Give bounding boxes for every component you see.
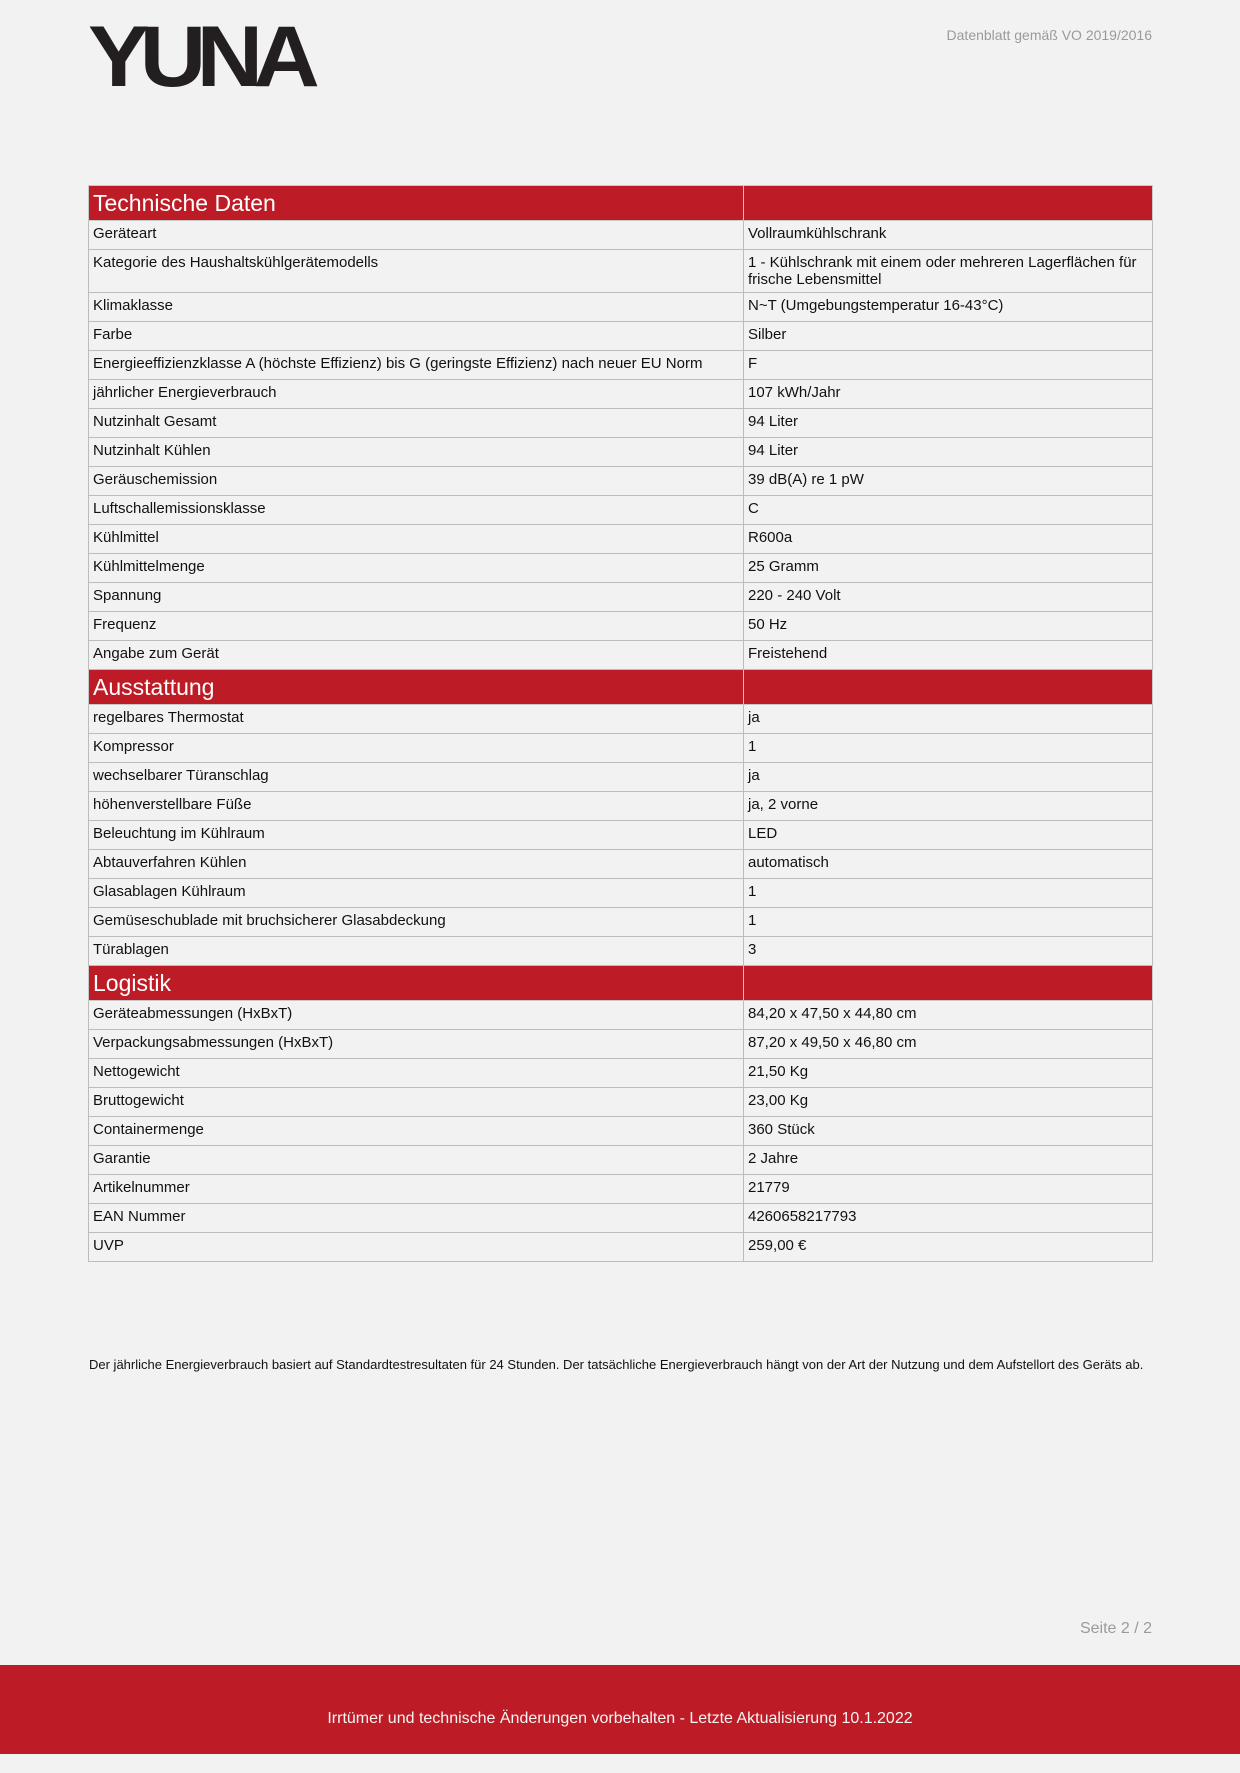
spec-value: 39 dB(A) re 1 pW xyxy=(744,467,1153,496)
spec-value: 4260658217793 xyxy=(744,1204,1153,1233)
table-row xyxy=(89,467,1153,496)
spec-value: 2 Jahre xyxy=(744,1146,1153,1175)
table-row xyxy=(89,583,1153,612)
spec-label: EAN Nummer xyxy=(89,1204,744,1233)
spec-value: 21,50 Kg xyxy=(744,1059,1153,1088)
spec-label: Spannung xyxy=(89,583,744,612)
spec-label: Kompressor xyxy=(89,734,744,763)
section-title-spacer xyxy=(744,966,1153,1001)
spec-label: Geräuschemission xyxy=(89,467,744,496)
spec-value: Freistehend xyxy=(744,641,1153,670)
spec-label: UVP xyxy=(89,1233,744,1262)
spec-value: 1 xyxy=(744,734,1153,763)
section-title: Ausstattung xyxy=(89,670,744,705)
spec-value: ja, 2 vorne xyxy=(744,792,1153,821)
spec-value: ja xyxy=(744,705,1153,734)
spec-label: Bruttogewicht xyxy=(89,1088,744,1117)
spec-value: N~T (Umgebungstemperatur 16-43°C) xyxy=(744,293,1153,322)
table-row xyxy=(89,322,1153,351)
table-row xyxy=(89,1233,1153,1262)
footer-text: Irrtümer und technische Änderungen vorbehalten - Letzte Aktualisierung 10.1.2022 xyxy=(327,1710,913,1727)
spec-label: Nettogewicht xyxy=(89,1059,744,1088)
table-row xyxy=(89,1175,1153,1204)
spec-label: Gemüseschublade mit bruchsicherer Glasabdeckung xyxy=(89,908,744,937)
spec-label: Beleuchtung im Kühlraum xyxy=(89,821,744,850)
spec-label: Garantie xyxy=(89,1146,744,1175)
spec-label: jährlicher Energieverbrauch xyxy=(89,380,744,409)
spec-value: 94 Liter xyxy=(744,438,1153,467)
spec-value: 94 Liter xyxy=(744,409,1153,438)
spec-value: 3 xyxy=(744,937,1153,966)
spec-value: 50 Hz xyxy=(744,612,1153,641)
spec-value: 87,20 x 49,50 x 46,80 cm xyxy=(744,1030,1153,1059)
table-row xyxy=(89,1088,1153,1117)
table-row xyxy=(89,1001,1153,1030)
section-title-spacer xyxy=(744,670,1153,705)
section-title-spacer xyxy=(744,186,1153,221)
spec-value: 23,00 Kg xyxy=(744,1088,1153,1117)
spec-value: C xyxy=(744,496,1153,525)
spec-label: Geräteart xyxy=(89,221,744,250)
table-row xyxy=(89,1059,1153,1088)
spec-value: 1 - Kühlschrank mit einem oder mehreren Lagerflächen für frische Lebensmittel xyxy=(744,250,1153,293)
table-row xyxy=(89,380,1153,409)
spec-label: Türablagen xyxy=(89,937,744,966)
spec-label: Kategorie des Haushaltskühlgerätemodells xyxy=(89,250,744,293)
table-row xyxy=(89,351,1153,380)
table-row xyxy=(89,1146,1153,1175)
table-row xyxy=(89,438,1153,467)
regulation-note: Datenblatt gemäß VO 2019/2016 xyxy=(946,27,1152,43)
spec-value: R600a xyxy=(744,525,1153,554)
section-header xyxy=(89,186,1153,221)
spec-label: Artikelnummer xyxy=(89,1175,744,1204)
spec-label: Luftschallemissionsklasse xyxy=(89,496,744,525)
table-row xyxy=(89,734,1153,763)
spec-value: 360 Stück xyxy=(744,1117,1153,1146)
spec-label: Angabe zum Gerät xyxy=(89,641,744,670)
section-title: Logistik xyxy=(89,966,744,1001)
table-row xyxy=(89,763,1153,792)
spec-value: F xyxy=(744,351,1153,380)
spec-value: 259,00 € xyxy=(744,1233,1153,1262)
spec-label: Frequenz xyxy=(89,612,744,641)
spec-label: wechselbarer Türanschlag xyxy=(89,763,744,792)
spec-label: Energieeffizienzklasse A (höchste Effizienz) bis G (geringste Effizienz) nach neuer EU Norm xyxy=(89,351,744,380)
page-number: Seite 2 / 2 xyxy=(1079,1620,1152,1637)
spec-label: Klimaklasse xyxy=(89,293,744,322)
spec-value: 25 Gramm xyxy=(744,554,1153,583)
table-row xyxy=(89,293,1153,322)
spec-label: Kühlmittel xyxy=(89,525,744,554)
spec-label: Glasablagen Kühlraum xyxy=(89,879,744,908)
spec-label: Nutzinhalt Gesamt xyxy=(89,409,744,438)
table-row xyxy=(89,409,1153,438)
spec-value: 1 xyxy=(744,908,1153,937)
energy-footnote: Der jährliche Energieverbrauch basiert auf Standardtestresultaten für 24 Stunden. Der tatsächliche Energieverbrauch hängt von der Art der Nutzung und dem Aufstellort des Geräts ab. xyxy=(89,1357,1144,1372)
section-header xyxy=(89,670,1153,705)
section-title: Technische Daten xyxy=(89,186,744,221)
spec-label: Farbe xyxy=(89,322,744,351)
table-row xyxy=(89,908,1153,937)
spec-label: Nutzinhalt Kühlen xyxy=(89,438,744,467)
table-row xyxy=(89,705,1153,734)
table-row xyxy=(89,554,1153,583)
table-row xyxy=(89,641,1153,670)
table-row xyxy=(89,1204,1153,1233)
spec-value: ja xyxy=(744,763,1153,792)
table-row xyxy=(89,250,1153,293)
spec-value: 1 xyxy=(744,879,1153,908)
table-row xyxy=(89,937,1153,966)
spec-value: Vollraumkühlschrank xyxy=(744,221,1153,250)
table-row xyxy=(89,612,1153,641)
table-row xyxy=(89,525,1153,554)
spec-label: Kühlmittelmenge xyxy=(89,554,744,583)
spec-label: Geräteabmessungen (HxBxT) xyxy=(89,1001,744,1030)
table-row xyxy=(89,1030,1153,1059)
spec-label: Verpackungsabmessungen (HxBxT) xyxy=(89,1030,744,1059)
spec-label: Containermenge xyxy=(89,1117,744,1146)
table-row xyxy=(89,821,1153,850)
spec-label: regelbares Thermostat xyxy=(89,705,744,734)
spec-value: 84,20 x 47,50 x 44,80 cm xyxy=(744,1001,1153,1030)
table-row xyxy=(89,496,1153,525)
footer-bar xyxy=(0,1665,1240,1754)
table-row xyxy=(89,1117,1153,1146)
spec-value: 107 kWh/Jahr xyxy=(744,380,1153,409)
table-row xyxy=(89,850,1153,879)
spec-value: 220 - 240 Volt xyxy=(744,583,1153,612)
spec-label: Abtauverfahren Kühlen xyxy=(89,850,744,879)
spec-table xyxy=(88,185,1153,1262)
spec-value: automatisch xyxy=(744,850,1153,879)
table-row xyxy=(89,879,1153,908)
section-header xyxy=(89,966,1153,1001)
spec-label: höhenverstellbare Füße xyxy=(89,792,744,821)
spec-value: Silber xyxy=(744,322,1153,351)
spec-value: 21779 xyxy=(744,1175,1153,1204)
table-row xyxy=(89,792,1153,821)
table-row xyxy=(89,221,1153,250)
brand-logo: YUNA xyxy=(88,9,311,105)
spec-value: LED xyxy=(744,821,1153,850)
